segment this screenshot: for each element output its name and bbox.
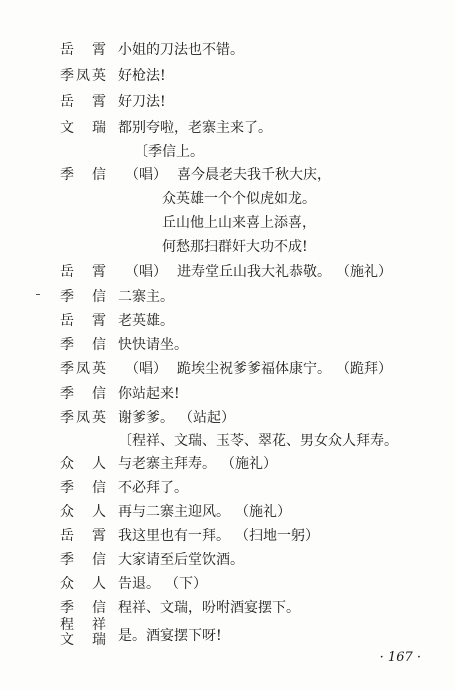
dialogue-line: [0, 475, 455, 501]
speaker-name: 季 信: [60, 480, 106, 496]
speaker-name: 岳 霄: [60, 42, 106, 58]
speaker-name: 岳 霄: [60, 528, 106, 544]
verse-text: 众英雄一个个似虎如龙。: [162, 191, 316, 207]
dialogue-line: [0, 89, 455, 115]
stage-aside: （施礼）: [242, 504, 291, 520]
speaker-name: 文 瑞: [60, 632, 106, 648]
speaker-name: 季 信: [60, 289, 106, 305]
speaker-name: 文 瑞: [60, 120, 106, 136]
stage-aside: （扫地一躬）: [242, 528, 319, 544]
dialogue-text: 告退。: [118, 576, 160, 592]
speaker-name: 季 信: [60, 167, 106, 183]
dialogue-text: 都别夸啦，老寨主来了。: [118, 120, 272, 136]
speaker-name: 岳 霄: [60, 94, 106, 110]
stage-direction-text: 〔程祥、文瑞、玉苓、翠花、男女众人拜寿。: [118, 433, 398, 449]
dialogue-line: [0, 451, 455, 477]
stage-aside: （下）: [172, 576, 207, 592]
verse-line: [0, 210, 455, 236]
dialogue-text: 小姐的刀法也不错。: [118, 42, 244, 58]
dialogue-text: 快快请坐。: [118, 337, 188, 353]
speaker-name: 众 人: [60, 504, 106, 520]
speaker-name: 季 信: [60, 552, 106, 568]
page-number: · 167 ·: [379, 650, 421, 665]
verse-text: 喜今晨老夫我千秋大庆，: [177, 167, 331, 183]
verse-text: 跪埃尘祝爹爹福体康宁。: [177, 361, 331, 377]
dialogue-line: [0, 332, 455, 358]
verse-text: 进寿堂丘山我大礼恭敬。: [177, 264, 331, 280]
speaker-name: 季 信: [60, 386, 106, 402]
dialogue-text: 我这里也有一拜。: [118, 528, 230, 544]
speaker-name: 季凤英: [60, 410, 106, 426]
dialogue-text: 是。酒宴摆下呀!: [118, 628, 222, 644]
sung-line: [0, 162, 455, 188]
joint-speakers: [60, 618, 106, 648]
speaker-name: 众 人: [60, 456, 106, 472]
dialogue-line: [0, 63, 455, 89]
dialogue-line: [0, 499, 455, 525]
dialogue-line: [0, 523, 455, 549]
stage-direction-text: 〔季信上。: [134, 144, 204, 160]
dialogue-line: [0, 37, 455, 63]
stage-aside: （施礼）: [343, 264, 392, 280]
sung-line: [0, 259, 455, 285]
dialogue-line: [0, 115, 455, 141]
dialogue-line: [0, 618, 455, 654]
speaker-name: 季凤英: [60, 361, 106, 377]
dialogue-text: 老英雄。: [118, 313, 174, 329]
dialogue-text: 大家请至后堂饮酒。: [118, 552, 244, 568]
verse-line: [0, 234, 455, 260]
dialogue-line: [0, 308, 455, 334]
dialogue-text: 再与二寨主迎风。: [118, 504, 230, 520]
verse-text: 丘山他上山来喜上添喜，: [162, 215, 316, 231]
dialogue-line: [0, 284, 455, 310]
stage-aside: （跪拜）: [343, 361, 392, 377]
dialogue-text: 二寨主。: [118, 289, 174, 305]
sung-mark: （唱）: [125, 361, 167, 377]
sung-mark: （唱）: [125, 167, 167, 183]
speaker-name: 季凤英: [60, 68, 106, 84]
speaker-name: 程 祥: [60, 617, 106, 633]
speaker-name: 众 人: [60, 576, 106, 592]
dialogue-text: 程祥、文瑞，吩咐酒宴摆下。: [118, 600, 300, 616]
sung-line: [0, 356, 455, 382]
dialogue-text: 谢爹爹。: [118, 410, 174, 426]
speaker-name: 季 信: [60, 600, 106, 616]
speaker-name: 岳 霄: [60, 313, 106, 329]
dialogue-text: 不必拜了。: [118, 480, 188, 496]
sung-mark: （唱）: [125, 264, 167, 280]
dialogue-text: 你站起来!: [118, 386, 180, 402]
speaker-name: 季 信: [60, 337, 106, 353]
dialogue-text: 好枪法!: [118, 68, 166, 84]
dialogue-line: [0, 381, 455, 407]
dialogue-text: 好刀法!: [118, 94, 166, 110]
dialogue-text: 与老寨主拜寿。: [118, 456, 216, 472]
verse-line: [0, 186, 455, 212]
verse-text: 何愁那扫群奸大功不成!: [162, 239, 308, 255]
stage-aside: （施礼）: [228, 456, 277, 472]
stage-aside: （站起）: [186, 410, 235, 426]
speaker-name: 岳 霄: [60, 264, 106, 280]
dialogue-line: [0, 547, 455, 573]
dialogue-line: [0, 571, 455, 597]
